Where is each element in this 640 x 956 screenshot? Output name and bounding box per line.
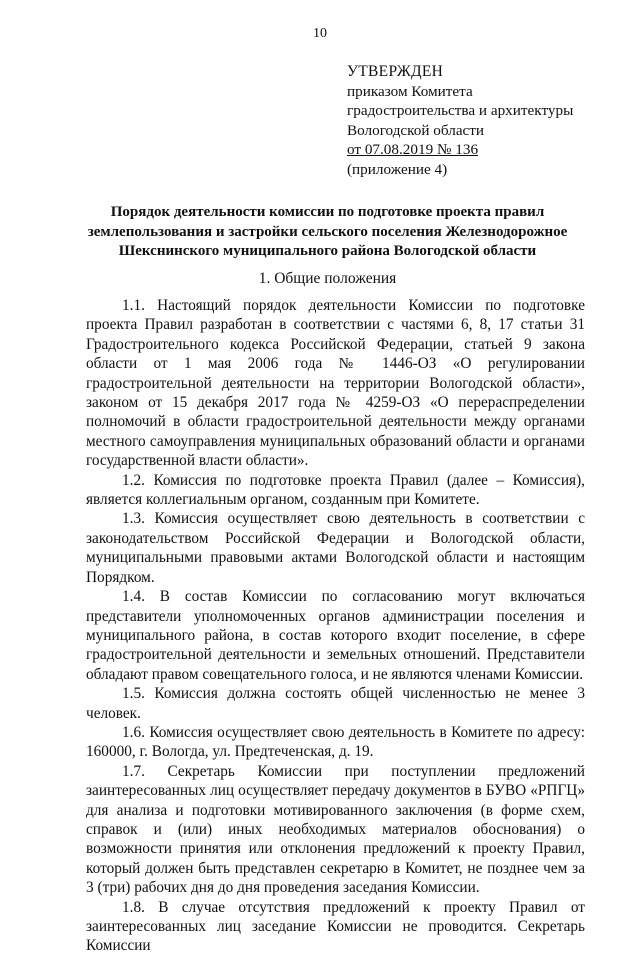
paragraph-1-6: 1.6. Комиссия осуществляет свою деятельность в Комитете по адресу: 160000, г. Вологда, ул. Предтеченская, д. 19. xyxy=(86,723,585,761)
section-body xyxy=(86,296,585,956)
approval-line-region: Вологодской области xyxy=(347,121,485,139)
paragraph-1-2: 1.2. Комиссия по подготовке проекта Правил (далее – Комиссия), является коллегиальным органом, созданным при Комитете. xyxy=(86,471,585,509)
approval-heading: УТВЕРЖДЕН xyxy=(347,63,444,80)
approval-order-ref: от 07.08.2019 № 136 xyxy=(347,141,479,158)
document-title: Порядок деятельности комиссии по подготовке проекта правил землепользования и застройки сельского поселения Железнодорожное Шекснинского муниципального района Вологодской области xyxy=(87,204,568,259)
approval-appendix: (приложение 4) xyxy=(347,160,448,178)
approval-line-order: приказом Комитета xyxy=(347,82,473,100)
paragraph-1-7: 1.7. Секретарь Комиссии при поступлении предложений заинтересованных лиц осуществляет передачу документов в БУВО «РПГЦ» для анализа и подготовки мотивированного заключения (в форме схем, справок и (или) иных необходимых материалов обоснования) о возможности принятия или отклонения предложений к проекту Правил, который должен быть представлен секретарю в Комитет, не позднее чем за 3 (три) рабочих дня до дня проведения заседания Комиссии. xyxy=(86,762,585,897)
paragraph-1-8: 1.8. В случае отсутствия предложений к проекту Правил от заинтересованных лиц заседание Комиссии не проводится. Секретарь Комиссии xyxy=(86,898,585,955)
paragraph-1-1: 1.1. Настоящий порядок деятельности Комиссии по подготовке проекта Правил разработан в соответствии с частями 6, 8, 17 статьи 31 Градостроительного кодекса Российской Федерации, статьей 9 закона области от 1 мая 2006 года № 1446-ОЗ «О регулировании градостроительной деятельности на территории Вологодской области», законом от 15 декабря 2017 года № 4259-ОЗ «О перераспределении полномочий в области градостроительной деятельности между органами местного самоуправления муниципальных образований области и органами государственной власти области». xyxy=(86,297,585,470)
paragraph-1-5: 1.5. Комиссия должна состоять общей численностью не менее 3 человек. xyxy=(86,685,585,722)
page-number: 10 xyxy=(313,26,327,41)
approval-line-committee: градостроительства и архитектуры xyxy=(347,102,574,119)
paragraph-1-4: 1.4. В состав Комиссии по согласованию могут включаться представители уполномоченных органов администрации поселения и муниципального района, в состав которого входит поселение, в сфере градостроительной деятельности и земельных отношений. Представители обладают правом совещательного голоса, и не являются членами Комиссии. xyxy=(86,588,585,683)
section-heading: 1. Общие положения xyxy=(258,270,397,287)
approval-stamp xyxy=(347,62,617,179)
paragraph-1-3: 1.3. Комиссия осуществляет свою деятельность в соответствии с законодательством Российской Федерации и Вологодской области, муниципальными правовыми актами Вологодской области и настоящим Порядком. xyxy=(86,510,585,586)
